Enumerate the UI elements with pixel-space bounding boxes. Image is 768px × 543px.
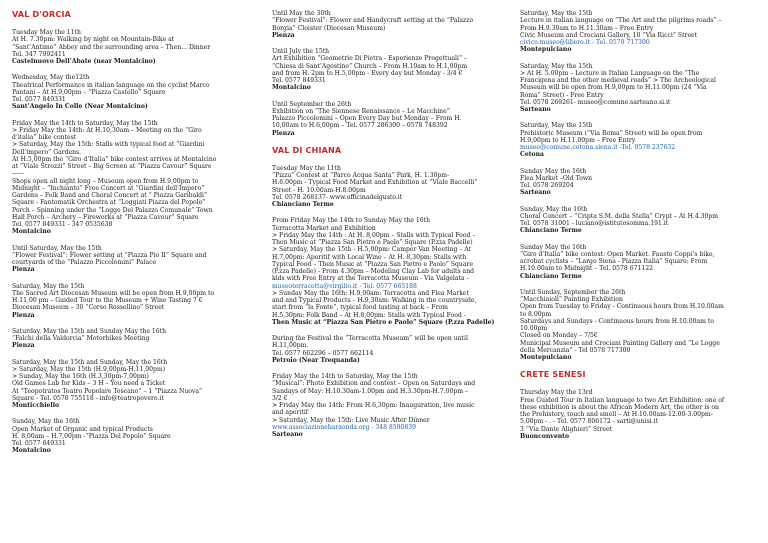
event-date: Until September the 26th bbox=[272, 100, 352, 108]
event-detail-line: > Saturday, May the 15th - H.5,00pm: Camper Van Meeting – At bbox=[272, 246, 472, 254]
event-detail-line[interactable]: Square - Tel. 0578 755118 - info@teatropovero.it bbox=[12, 394, 164, 402]
event-detail-line: Open from Tuesday to Friday - Continuous hours from H.10.00am bbox=[520, 303, 724, 311]
event-detail-line: and aperitif bbox=[272, 409, 309, 417]
event-location: Sarteano bbox=[272, 431, 303, 438]
event-location: Pienza bbox=[272, 129, 295, 137]
event-detail-line: H.6.00pm - Typical Food Market and Exhibition at “Viale Baccelli” bbox=[272, 179, 478, 187]
event-detail-line: these exhibition is about the African Modern Art, the other is on bbox=[520, 403, 719, 411]
event-date: Friday May the 14th to Saturday, May the 15th bbox=[12, 119, 158, 127]
event-detail-line: Museum will be open from H.9,00pm to H.11.00pm (24 “Via bbox=[520, 84, 707, 92]
event-detail-line: > Sunday, May the 16th (H.3,30pm-7,00pm) bbox=[12, 373, 149, 380]
event-listing bbox=[12, 74, 248, 110]
event-detail-line: Sundays of May: H.10.30am-1.00pm and H.3.30pm-H.7.00pm – bbox=[272, 387, 469, 395]
event-detail-line: At H.5,00pm the “Giro d’Italia” bike contest arrives at Montalcino bbox=[12, 155, 217, 163]
event-detail-line: Art Exhibition “Geometrie Di Pietra - Esperienze Progettuali” – bbox=[272, 55, 467, 63]
event-detail-line: 3/2 € bbox=[272, 394, 288, 402]
event-detail-line: Exhibition on “The Siennese Renaissance – Le Macchine” bbox=[272, 107, 450, 115]
event-detail-line: Tel. 0578 269204 bbox=[520, 182, 574, 189]
event-detail-line: Palazzo Piccolomini – Open Every Day but Monday – From H. bbox=[272, 115, 462, 122]
event-listing bbox=[272, 335, 508, 364]
event-detail-line[interactable]: Tel. 0578 268137- www.officinadelgusto.it bbox=[272, 193, 403, 201]
event-location: Buonconvento bbox=[520, 432, 570, 440]
event-detail-line: “Chiesa di Sant’Agostino” Church – From H.10am to H.1,00pm bbox=[272, 62, 468, 70]
event-listing bbox=[272, 373, 508, 438]
event-detail-line: From H.9.30am to H.11.30am – Free Entry bbox=[520, 24, 654, 32]
event-date: Sunday, May the 16th bbox=[12, 418, 80, 426]
event-listing bbox=[12, 359, 248, 410]
event-listing bbox=[12, 29, 248, 65]
event-detail-line: ------ bbox=[12, 170, 25, 178]
event-detail-line: Free Guided Tour in Italian language to two Art Exhibition: one of bbox=[520, 396, 725, 404]
event-detail-line: Old Games Lab for Kids – 3 H – You need a Ticket bbox=[12, 380, 166, 388]
event-detail-line: H.10.00am to Midnight – Tel. 0578 671122 bbox=[520, 265, 653, 273]
event-detail-line: and from H. 2pm to H.5,00pm - Every day but Monday - 3/4 € bbox=[272, 69, 463, 77]
event-detail-line: “Flower Festival”: Flower and Handycraft setting at the “Palazzo bbox=[272, 17, 474, 25]
event-detail-line: Diocesan Museum – 30 “Corso Rossellino” Street bbox=[12, 304, 165, 312]
event-detail-line: Typical Food – Then Music at “Piazza San Pietro e Paolo” Square bbox=[272, 260, 473, 268]
event-detail-line: kids with Free Entry at the Terracotta Museum - Via Valgelata - bbox=[272, 275, 469, 283]
event-date: Saturday, May the 15th bbox=[12, 282, 85, 290]
event-date: Sunday May the 16th bbox=[520, 167, 587, 175]
event-detail-line: “Macchiaioli” Painting Exhibition bbox=[520, 296, 623, 303]
event-detail-line: “Musical”: Photo Exhibition and contest – Open on Saturdays and bbox=[272, 380, 476, 388]
event-detail-line[interactable]: museoterracotta@virgilio.it - Tel. 0577 665188 bbox=[272, 282, 417, 290]
event-detail-line: “Flower Festival”: Flower setting at “Piazza Pio II” Square and bbox=[12, 251, 207, 259]
event-date: Until Saturday, May the 15th bbox=[12, 244, 102, 252]
event-detail-line: > Sunday May the 16th: H.9,00am: Terracotta and Flea Market bbox=[272, 289, 469, 297]
event-detail-line: Open Market of Organic and typical Products bbox=[12, 425, 153, 433]
event-listing bbox=[12, 418, 248, 454]
event-detail-line[interactable]: Tel. 0578 31001 - luciano@istitutosomma.191.it bbox=[520, 220, 669, 227]
event-location: Then Music at “Piazza San Pietro e Paolo” Square (P.zza Padelle) bbox=[272, 318, 495, 326]
event-detail-line[interactable]: Tel. 0578 269261- museo@comune.sarteano.si.it bbox=[520, 98, 671, 106]
event-detail-line: “Giro d’Italia” bike contest: Open Market. Fausto Coppi’s bike, bbox=[520, 250, 715, 258]
event-detail-line: Terracotta Market and Exhibition bbox=[272, 224, 376, 232]
event-listing bbox=[12, 120, 248, 236]
event-detail-line: Gardens – Folk Band and Choral Concert at “ Piazza Garibaldi” bbox=[12, 192, 208, 199]
event-detail-line: H.7,00pm: Aperitif with Local Wine – At H. 8,30pm: Stalls with bbox=[272, 253, 467, 261]
event-detail-line: Tel. 0577 662296 – 0577 662114 bbox=[272, 349, 374, 357]
event-listing bbox=[12, 328, 248, 350]
event-detail-line: Civic Museum and Crociani Gallery, 10 “Via Ricci” Street bbox=[520, 31, 698, 39]
event-date: From Friday May the 14th to Sunday May the 16th bbox=[272, 217, 431, 225]
event-detail-line: Tel. 0577 849331 bbox=[12, 440, 66, 447]
event-detail-line: Tel. 0577 849331 bbox=[12, 96, 66, 103]
section-title: VAL DI CHIANA bbox=[272, 145, 342, 155]
event-date: Wednesday, May the12th bbox=[12, 74, 90, 82]
event-location: Sarteano bbox=[520, 106, 551, 113]
event-detail-line: Porch – Spinning under the “Logge Del Palazzo Comunale” Town bbox=[12, 206, 213, 214]
event-detail-line: Shops open all night long – Museum open from H.9,00pm to bbox=[12, 177, 199, 185]
event-detail-line: At H. 7.30pm: Walking by night on Mountain-Bike at bbox=[12, 36, 175, 44]
event-detail-line: > Saturday, May the 15th: Stalls with typical food at “Giardini bbox=[12, 141, 205, 149]
event-detail-line: > Saturday, May the 15th: Live Music After Dinner bbox=[272, 416, 430, 424]
event-detail-line: “Pizza” Contest at “Parco Acqua Santa” Park, H. 1.30pm- bbox=[272, 172, 450, 179]
event-date: Saturday, May the 15th and Sunday, May the 16th bbox=[12, 358, 168, 366]
event-location: Montepulciano bbox=[520, 354, 572, 361]
event-listing bbox=[272, 48, 508, 92]
event-detail-line[interactable]: 5.00pm - . - Tel. 0577 806172 - sarti@unisi.it bbox=[520, 418, 659, 426]
column-2 bbox=[272, 10, 508, 447]
event-listing bbox=[272, 165, 508, 209]
event-date: Saturday, May the 15th and Sunday May the 16th bbox=[12, 327, 166, 335]
event-detail-line: > Friday May the 14th: At H.10,30am – Meeting on the “Giro bbox=[12, 126, 202, 134]
event-detail-line: Lecture in italian language on “The Art and the pilgrims roads” – bbox=[520, 17, 722, 25]
event-detail-line: > Saturday, May the 15th (H.9,00pm-H.11,00pm) bbox=[12, 365, 166, 373]
event-location: Chianciano Terme bbox=[520, 272, 582, 280]
event-detail-line: At “Teopotratos Teatro Popolare Toscano” – 1 “Piazza Nuova” bbox=[12, 387, 203, 395]
event-detail-line: 10,00am to H.6,00pm – Tel. 0577 286300 – 0578 748392 bbox=[272, 122, 448, 130]
event-listing bbox=[520, 206, 760, 235]
event-detail-line: Tel. 0577 849331 - 347 0535638 bbox=[12, 221, 113, 228]
event-location: Pienza bbox=[12, 311, 35, 319]
event-detail-line: “Sant’Antimo” Abbey and the surrounding area – Then... Dinner bbox=[12, 43, 211, 51]
event-detail-line: H.5,30pm: Folk Band – At H.8,00pm: Stalls with Typical Food - bbox=[272, 311, 466, 319]
event-date: Sunday May the 16th bbox=[520, 243, 587, 251]
event-detail-line: The Sacred Art Diocesan Museum will be open from H.9,00pm to bbox=[12, 289, 215, 297]
event-detail-line: H. 8,00am – H.7,00pm -“Piazza Del Popolo” Square bbox=[12, 432, 171, 440]
event-date: During the Festival the “Terracotta Museum” will be open until bbox=[272, 335, 468, 342]
event-detail-line: Borgia” Cloister (Diocesan Museum) bbox=[272, 24, 386, 32]
event-date: Until May the 30th bbox=[272, 10, 331, 17]
event-detail-line: Midnight – “Inchianto” Free Concert at “Giardini dell’Impero” bbox=[12, 184, 205, 192]
event-listing bbox=[272, 10, 508, 39]
event-listing bbox=[520, 389, 760, 440]
event-date: Friday May the 14th to Saturday, May the 15th bbox=[272, 373, 418, 380]
event-detail-line[interactable]: www.associazionebaraonda.org - 348 8590839 bbox=[272, 423, 417, 431]
event-detail-line: courtyards of the “Palazzo Piccolomini” Palace bbox=[12, 259, 157, 266]
event-detail-line: 3 “Via Dante Alighieri” Street bbox=[520, 425, 613, 433]
event-location: Petroio (Near Trequanda) bbox=[272, 356, 360, 364]
event-detail-line: Tel. 347 7992411 bbox=[12, 50, 66, 58]
event-detail-line: Dell’impero” Gardens. bbox=[12, 148, 82, 156]
event-detail-line: Square - Fantomatik Orchestra at “Loggiati Piazza del Popolo” bbox=[12, 199, 206, 207]
event-listing bbox=[520, 10, 760, 54]
event-detail-line: Theatrical Performance in italian language on the cyclist Marco bbox=[12, 81, 210, 89]
event-listing bbox=[12, 283, 248, 319]
event-detail-line: > At H. 5.00pm – Lecture in Italian Language on the “The bbox=[520, 69, 700, 77]
event-date: Saturday, May the 15th bbox=[520, 62, 593, 70]
event-date: Tuesday May the 11th bbox=[12, 29, 81, 36]
event-detail-line: d’italia” bike contest bbox=[12, 134, 77, 141]
event-date: Saturday, May the 15th bbox=[520, 10, 593, 17]
event-detail-line: Then Music at “Piazza San Pietro e Paolo” Square (P.zza Padelle) bbox=[272, 239, 473, 246]
event-location: Pienza bbox=[12, 266, 35, 274]
event-location: Castelnuovo Dell’Abate (near Montalcino) bbox=[12, 58, 156, 65]
event-listing bbox=[272, 217, 508, 326]
event-detail-line: and and Typical Products – H.9,30am: Walking in the countryside, bbox=[272, 297, 477, 304]
event-detail-line: Municipal Museum and Crociani Painting Gallery and “Le Logge bbox=[520, 339, 720, 347]
event-detail-line: H.9,00pm to H.11.00pm – Free Entry bbox=[520, 136, 636, 144]
section-title: VAL D'ORCIA bbox=[12, 10, 72, 19]
event-detail-line: the Prehistory, touch and smell – At H.10.00am-12.00-3.00pm- bbox=[520, 411, 713, 418]
event-listing bbox=[520, 122, 760, 158]
event-detail-line: Choral Concert – “Cripta S.M. della Stella” Crypt – At H.4.30pm bbox=[520, 212, 719, 220]
event-detail-line: Tel. 0577 849331 bbox=[272, 77, 326, 84]
event-listing bbox=[520, 63, 760, 114]
event-detail-line: acrobat cyclists – “Largo Siena - Piazza Italia” Square: From bbox=[520, 258, 708, 265]
event-detail-line: “Falchi della Valdorcia” Motorbikes Meeting bbox=[12, 335, 150, 342]
event-date: Saturday, May the 15th bbox=[520, 122, 593, 130]
column-1 bbox=[12, 10, 248, 464]
event-detail-line: della Mercanzia” - Tel 0578 717300 bbox=[520, 346, 631, 354]
event-date: Sunday, May the 16th bbox=[520, 205, 588, 213]
event-detail-line: Street - H. 10.00am-H.8.00pm bbox=[272, 186, 366, 194]
event-date: Thursday May the 13rd bbox=[520, 389, 593, 397]
event-location: Monticchiello bbox=[12, 402, 60, 409]
event-detail-line: 10.00pm bbox=[520, 325, 548, 332]
event-detail-line: Prehistoric Museum (“Via Roma” Street) will be open from bbox=[520, 129, 703, 137]
event-detail-line: > Friday May the 14th: From H.6,30pm: Inauguration, live music bbox=[272, 402, 475, 409]
event-detail-line: Closed on Monday – 7/5€ bbox=[520, 332, 598, 340]
event-detail-line[interactable]: civico.museo@libero.it - Tel. 0578 717300 bbox=[520, 39, 650, 46]
event-detail-line[interactable]: museo@comune.cetona.siena.it -Tel. 0578 237632 bbox=[520, 144, 676, 151]
event-listing bbox=[272, 101, 508, 137]
event-detail-line: H.11,00 pm – Guided Tour to the Museum + Wine Tasting 7 € bbox=[12, 297, 203, 304]
event-location: Montepulciano bbox=[520, 46, 572, 54]
section-title: CRETE SENESI bbox=[520, 370, 586, 380]
event-location: Pienza bbox=[272, 31, 295, 39]
event-location: Pienza bbox=[12, 342, 35, 350]
event-listing bbox=[520, 168, 760, 197]
event-detail-line: at “Viale Strozzi” Street – Big Screen at “Piazza Cavour” Square bbox=[12, 163, 212, 170]
event-date: Until Sunday, September the 26th bbox=[520, 288, 626, 296]
event-detail-line: (P.zza Padelle) - From 4.30pm – Modeling Clay Lab for adults and bbox=[272, 268, 475, 275]
event-listing bbox=[12, 245, 248, 274]
event-detail-line: H.11,00pm. bbox=[272, 342, 309, 350]
event-detail-line: Hall Porch – Archery – Fireworks at “Piazza Cavour” Square bbox=[12, 213, 199, 221]
event-location: Montalcino bbox=[12, 228, 51, 236]
event-date: Tuesday May the 11th bbox=[272, 164, 341, 172]
event-location: Montalcino bbox=[12, 447, 51, 455]
event-location: Sant’Angelo In Colle (Near Montalcino) bbox=[12, 103, 148, 111]
event-detail-line: Flea Market –Old Town bbox=[520, 174, 593, 182]
event-detail-line: > Friday May the 14th : At H. 8,00pm – Stalls with Typical Food – bbox=[272, 231, 476, 239]
event-location: Cetona bbox=[520, 151, 544, 159]
event-detail-line: start from “la Fonte”, typical food tasting at back – From bbox=[272, 304, 448, 312]
event-location: Chianciano Terme bbox=[272, 201, 334, 208]
event-detail-line: Francigena and the other medieval roads” > The Archeological bbox=[520, 77, 716, 84]
column-3 bbox=[520, 10, 760, 449]
event-detail-line: Roma” Street) - Free Entry bbox=[520, 91, 604, 99]
event-listing bbox=[520, 289, 760, 362]
event-detail-line: Pantani – At H.9,00pm – “Piazza Castello” Square bbox=[12, 88, 166, 96]
event-listing bbox=[520, 244, 760, 280]
event-detail-line: Saturdays and Sundays - Continuous hours from H.10.00am to bbox=[520, 317, 714, 325]
event-location: Sarteano bbox=[520, 189, 551, 197]
event-location: Chianciano Terme bbox=[520, 227, 582, 235]
event-detail-line: to 8.00pm bbox=[520, 310, 552, 318]
event-location: Montalcino bbox=[272, 84, 311, 92]
event-date: Until July the 15th bbox=[272, 48, 330, 55]
